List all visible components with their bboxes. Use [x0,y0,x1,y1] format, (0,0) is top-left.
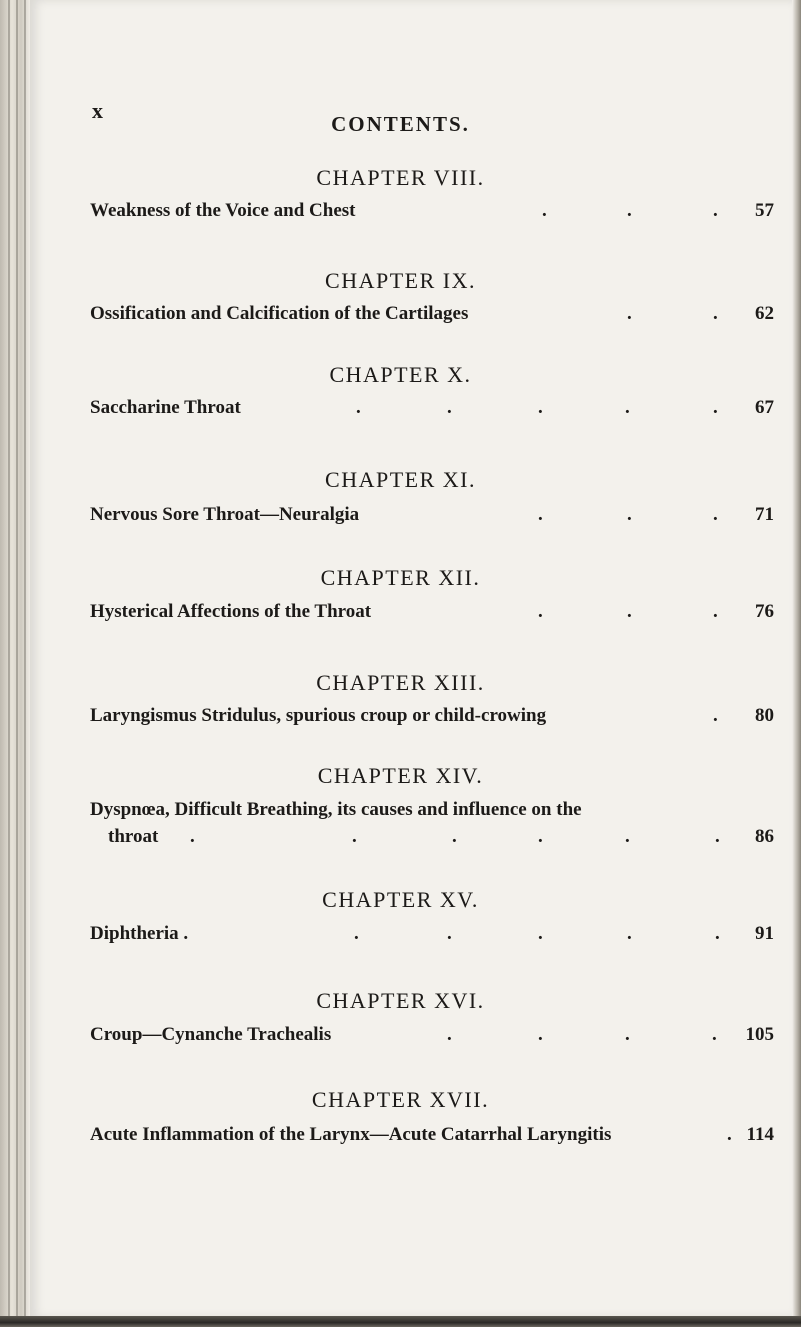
toc-entry-title: Hysterical Affections of the Throat [90,601,372,622]
toc-entry-title: Ossification and Calcification of the Cartilages [90,303,469,324]
gutter-line [8,0,10,1327]
leader-dot: . [352,826,357,847]
leader-dot: . [713,303,718,324]
toc-entry [90,397,774,421]
leader-dot: . [713,705,718,726]
gutter-line [24,0,26,1327]
leader-dot: . [715,826,720,847]
leader-dot: . [542,200,547,221]
toc-entry-page: 86 [755,826,774,847]
chapter-heading: CHAPTER IX. [325,268,476,293]
toc-entry-page: 62 [755,303,774,324]
page-folio: x [92,98,104,123]
toc-entry [90,504,774,528]
page-bottom-edge [0,1316,801,1327]
toc-entry-page: 67 [755,397,774,418]
toc-entry-title: Saccharine Throat [90,397,241,418]
toc-entry [90,200,774,224]
leader-dot: . [452,826,457,847]
toc-entry-page: 114 [746,1124,774,1145]
leader-dot: . [713,601,718,622]
toc-entry-title: Croup—Cynanche Trachealis [90,1024,332,1045]
chapter-heading: CHAPTER X. [329,362,472,387]
toc-entry-page: 105 [745,1024,774,1045]
leader-dot: . [627,601,632,622]
chapter-heading: CHAPTER VIII. [316,165,485,190]
toc-entry [90,303,774,327]
toc-entry [90,799,774,823]
toc-entry [90,923,774,947]
toc-entry-title-continued: throat [108,826,159,847]
toc-entry-page: 57 [755,200,774,221]
toc-entry-title: Acute Inflammation of the Larynx—Acute Catarrhal Laryngitis [90,1124,612,1145]
leader-dot: . [627,504,632,525]
leader-dot: . [538,923,543,944]
toc-entry-continued [90,826,774,850]
book-page [30,0,792,1318]
chapter-heading: CHAPTER XVI. [316,988,485,1013]
toc-entry [90,705,774,729]
leader-dot: . [712,1024,717,1045]
toc-entry [90,1024,774,1048]
chapter-heading: CHAPTER XIV. [317,763,484,788]
toc-entry-title: Diphtheria . [90,923,189,944]
chapter-heading: CHAPTER XI. [325,467,476,492]
chapter-heading: CHAPTER XVII. [311,1087,490,1112]
leader-dot: . [190,826,195,847]
page-edge [792,0,801,1327]
leader-dot: . [727,1124,732,1145]
leader-dot: . [625,397,630,418]
leader-dot: . [538,504,543,525]
leader-dot: . [538,397,543,418]
leader-dot: . [625,826,630,847]
toc-entry-title: Weakness of the Voice and Chest [90,200,356,221]
leader-dot: . [625,1024,630,1045]
gutter-line [16,0,18,1327]
toc-entry-title: Laryngismus Stridulus, spurious croup or child-crowing [90,705,547,726]
toc-entry-page: 91 [755,923,774,944]
leader-dot: . [538,601,543,622]
leader-dot: . [715,923,720,944]
toc-entry-page: 76 [755,601,774,622]
leader-dot: . [713,200,718,221]
leader-dot: . [447,1024,452,1045]
chapter-heading: CHAPTER XIII. [316,670,485,695]
leader-dot: . [627,923,632,944]
leader-dot: . [356,397,361,418]
toc-entry-page: 80 [755,705,774,726]
toc-entry [90,1124,774,1148]
leader-dot: . [538,826,543,847]
leader-dot: . [447,397,452,418]
chapter-heading: CHAPTER XV. [322,887,479,912]
toc-entry-title: Dyspnœa, Difficult Breathing, its causes and influence on the [90,799,582,820]
leader-dot: . [538,1024,543,1045]
toc-entry-page: 71 [755,504,774,525]
leader-dot: . [354,923,359,944]
leader-dot: . [447,923,452,944]
leader-dot: . [627,303,632,324]
leader-dot: . [627,200,632,221]
leader-dot: . [713,397,718,418]
chapter-heading: CHAPTER XII. [320,565,481,590]
leader-dot: . [713,504,718,525]
running-head: CONTENTS. [331,112,470,136]
toc-entry [90,601,774,625]
toc-entry-title: Nervous Sore Throat—Neuralgia [90,504,360,525]
